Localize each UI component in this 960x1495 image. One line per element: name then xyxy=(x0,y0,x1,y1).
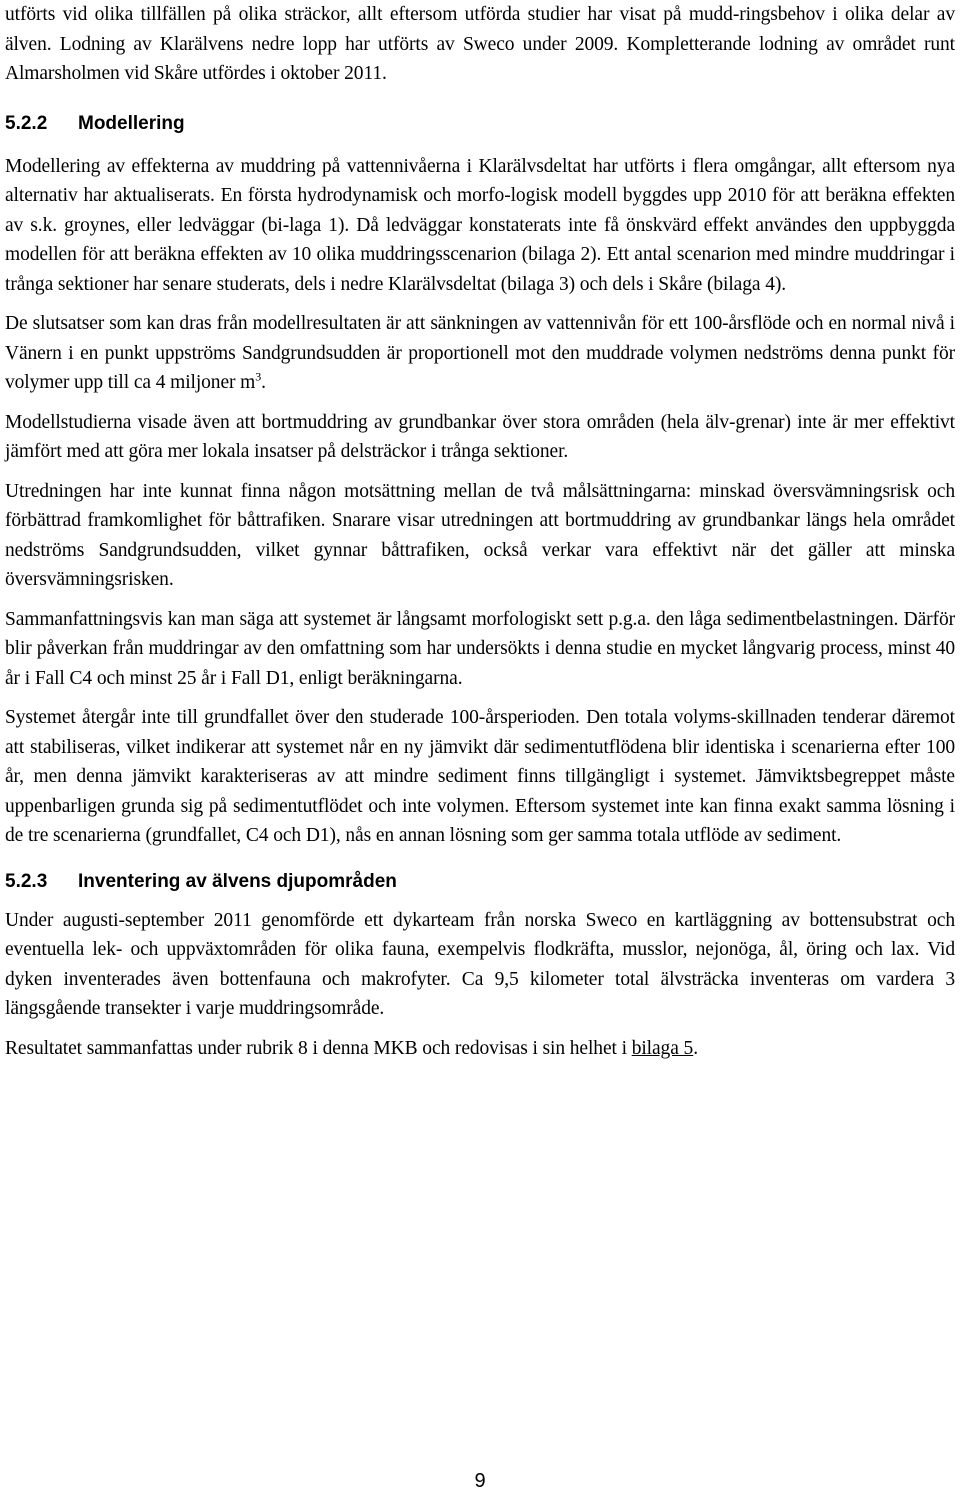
inventering-paragraph-1: Under augusti-september 2011 genomförde ett dykarteam från norska Sweco en kartläggning av bottensubstrat och eventuella lek- och uppväxtområden för olika fauna, exempelvis flodkräfta, musslor, nejonöga, ål, öring och lax. Vid dyken inventerades även bottenfauna och makrofyter. Ca 9,5 kilometer total älvsträcka inventeras om vardera 3 längsgående transekter i varje muddringsområde. xyxy=(5,909,955,1019)
modellering-paragraph-6: Systemet återgår inte till grundfallet över den studerade 100-årsperioden. Den totala volyms-skillnaden tenderar däremot att stabiliseras, vilket indikerar att systemet når en ny jämvikt där sedimentutflödena blir identiska i scenarierna efter 100 år, men denna jämvikt karakteriseras av att mindre sediment finns tillgängligt i systemet. Jämviktsbegreppet måste uppenbarligen grunda sig på sedimentutflödet och inte volymen. Eftersom systemet inte kan finna exakt samma lösning i de tre scenarierna (grundfallet, C4 och D1), nås en annan lösning som ger samma totala utflöde av sediment. xyxy=(5,707,955,846)
bilaga-5-link[interactable]: bilaga 5 xyxy=(631,1037,694,1059)
modellering-paragraph-2 xyxy=(5,309,955,398)
intro-paragraph: utförts vid olika tillfällen på olika sträckor, allt eftersom utförda studier har visat på mudd-ringsbehov i olika delar av älven. Lodning av Klarälvens nedre lopp har utförts av Sweco under 2009. Kompletterande lodning av området runt Almarsholmen vid Skåre utfördes i oktober 2011. xyxy=(5,4,955,84)
modellering-paragraph-3: Modellstudierna visade även att bortmuddring av grundbankar över stora områden (hela älv-grenar) inte är mer effektivt jämfört med att göra mer lokala insatser på delsträckor i trånga sektioner. xyxy=(5,411,955,462)
section-number: 5.2.2 xyxy=(5,112,48,134)
superscript-exponent: 3 xyxy=(255,369,262,384)
section-heading-5-2-2 xyxy=(5,109,955,138)
inventering-paragraph-2-text: Resultatet sammanfattas under rubrik 8 i denna MKB och redovisas i sin helhet i xyxy=(5,1037,632,1059)
section-title: Modellering xyxy=(78,112,185,134)
inventering-paragraph-2 xyxy=(5,1034,955,1064)
document-page xyxy=(5,0,955,1063)
modellering-paragraph-1: Modellering av effekterna av muddring på vattennivåerna i Klarälvsdeltat har utförts i flera omgångar, allt eftersom nya alternativ har aktualiserats. En första hydrodynamisk och morfo-logisk modell byggdes upp 2010 för att beräkna effekten av s.k. groynes, eller ledväggar (bi-laga 1). Då ledväggar konstaterats inte få önskvärd effekt användes den uppbyggda modellen för att beräkna effekten av 10 olika muddringsscenarion (bilaga 2). Ett antal scenarion med mindre muddringar i trånga sektioner har senare studerats, dels i nedre Klarälvsdeltat (bilaga 3) och dels i Skåre (bilaga 4). xyxy=(5,155,955,295)
section-number: 5.2.3 xyxy=(5,870,48,892)
page-number: 9 xyxy=(474,1470,486,1492)
inventering-paragraph-2-end: . xyxy=(693,1037,698,1059)
modellering-paragraph-2-text: De slutsatser som kan dras från modellresultaten är att sänkningen av vattennivån för ett 100-årsflöde och en normal nivå i Vänern i en punkt uppströms Sandgrundsudden är proportionell mot den muddrade volymen nedströms denna punkt för volymer upp till ca 4 miljoner m xyxy=(5,313,955,393)
modellering-paragraph-5: Sammanfattningsvis kan man säga att systemet är långsamt morfologiskt sett p.g.a. den låga sedimentbelastningen. Därför blir påverkan från muddringar av den omfattning som har undersökts i denna studie en mycket långvarig process, minst 40 år i Fall C4 och minst 25 år i Fall D1, enligt beräkningarna. xyxy=(5,608,955,689)
section-title: Inventering av älvens djupområden xyxy=(78,870,397,892)
section-heading-5-2-3 xyxy=(5,867,955,896)
modellering-paragraph-4: Utredningen har inte kunnat finna någon motsättning mellan de två målsättningarna: minskad översvämningsrisk och förbättrad framkomlighet för båttrafiken. Snarare visar utredningen att bortmuddring av grundbankar längs hela området nedströms Sandgrundsudden, vilket gynnar båttrafiken, också verkar vara effektivt när det gäller att minska översvämningsrisken. xyxy=(5,480,955,590)
modellering-paragraph-2-end: . xyxy=(261,372,266,393)
